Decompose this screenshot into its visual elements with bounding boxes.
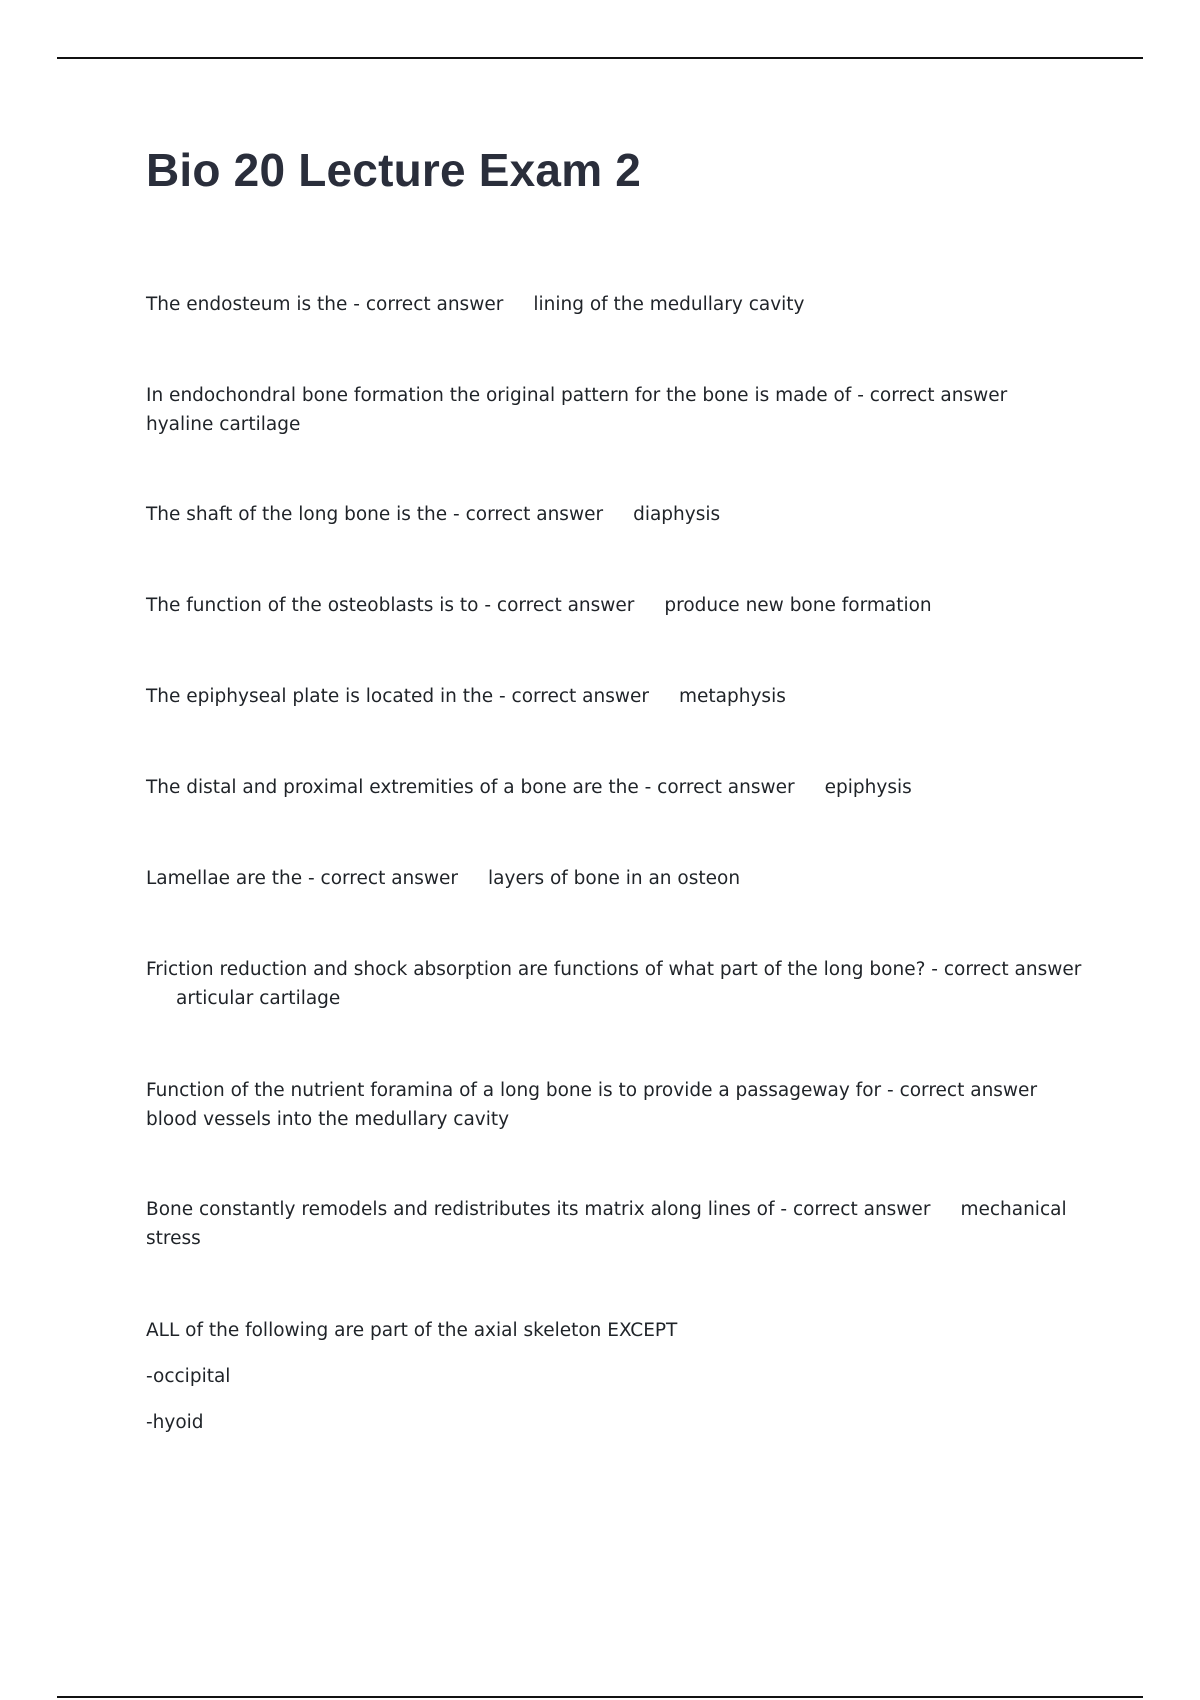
qa-item [146, 381, 1096, 439]
answer-option: -hyoid [146, 1412, 204, 1433]
answer-text: hyaline cartilage [146, 414, 301, 435]
page-title: Bio 20 Lecture Exam 2 [146, 144, 642, 196]
qa-item [146, 1195, 1096, 1253]
answer-text: epiphysis [824, 777, 912, 798]
top-rule [57, 57, 1143, 59]
question-text: Lamellae are the [146, 868, 303, 889]
qa-item [146, 864, 1096, 893]
qa-item [146, 682, 1096, 711]
correct-answer-label: - correct answer [307, 868, 459, 889]
question-text: Function of the nutrient foramina of a long bone is to provide a passageway for [146, 1080, 882, 1101]
correct-answer-label: - correct answer [780, 1199, 931, 1220]
correct-answer-label: - correct answer [931, 959, 1082, 980]
question-text: Friction reduction and shock absorption are functions of what part of the long bone? [146, 959, 926, 980]
bottom-rule [57, 1696, 1143, 1698]
qa-item [146, 591, 1096, 620]
question-text: The endosteum is the [146, 294, 348, 315]
answer-text: produce new bone formation [664, 595, 932, 616]
qa-item [146, 955, 1096, 1013]
question-text: The epiphyseal plate is located in the [146, 686, 494, 707]
correct-answer-label: - correct answer [484, 595, 635, 616]
answer-option: -occipital [146, 1366, 231, 1387]
correct-answer-label: - correct answer [644, 777, 795, 798]
question-text: The shaft of the long bone is the [146, 504, 448, 525]
answer-text: mechanical stress [146, 1199, 1067, 1249]
correct-answer-label: - correct answer [887, 1080, 1038, 1101]
answer-text: metaphysis [679, 686, 786, 707]
qa-item [146, 500, 1096, 529]
answer-text: layers of bone in an osteon [488, 868, 741, 889]
correct-answer-label: - correct answer [353, 294, 504, 315]
correct-answer-label: - correct answer [453, 504, 604, 525]
question-stem: ALL of the following are part of the axial skeleton EXCEPT [146, 1320, 678, 1341]
question-text: In endochondral bone formation the original pattern for the bone is made of [146, 385, 852, 406]
qa-item [146, 773, 1096, 802]
question-text: The function of the osteoblasts is to [146, 595, 479, 616]
question-text: The distal and proximal extremities of a bone are the [146, 777, 639, 798]
correct-answer-label: - correct answer [857, 385, 1008, 406]
answer-text: articular cartilage [176, 988, 341, 1009]
qa-item [146, 1076, 1096, 1134]
question-text: Bone constantly remodels and redistributes its matrix along lines of [146, 1199, 775, 1220]
answer-text: diaphysis [633, 504, 721, 525]
correct-answer-label: - correct answer [498, 686, 650, 707]
answer-text: blood vessels into the medullary cavity [146, 1109, 510, 1130]
qa-item [146, 290, 1096, 319]
answer-text: lining of the medullary cavity [533, 294, 805, 315]
